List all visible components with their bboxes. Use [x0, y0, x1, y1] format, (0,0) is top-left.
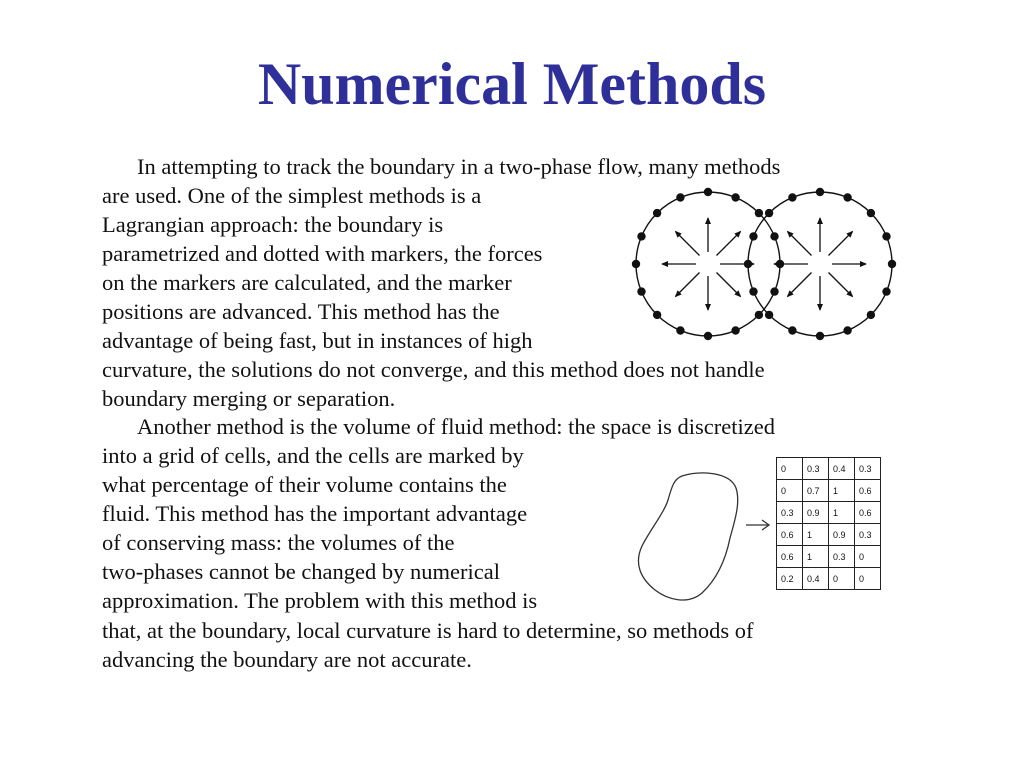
- text-line: are used. One of the simplest methods is a: [102, 183, 482, 208]
- grid-cell: 0: [829, 568, 855, 590]
- text-line: Lagrangian approach: the boundary is: [102, 212, 444, 237]
- grid-cell: 0.4: [803, 568, 829, 590]
- fluid-blob-outline: [638, 473, 737, 600]
- grid-row: [777, 524, 881, 546]
- marker-dot: [653, 209, 661, 217]
- marker-dot: [749, 232, 757, 240]
- grid-cell: 0: [855, 568, 881, 590]
- text-line: two-phases cannot be changed by numerical: [102, 559, 500, 584]
- grid-cell: 0.7: [803, 480, 829, 502]
- grid-row: [777, 502, 881, 524]
- grid-cell: 0.9: [803, 502, 829, 524]
- grid-cell: 1: [803, 524, 829, 546]
- grid-cell: 0.9: [829, 524, 855, 546]
- text-line: boundary merging or separation.: [102, 386, 396, 411]
- marker-dot: [731, 193, 739, 201]
- marker-dot: [637, 232, 645, 240]
- marker-dot: [704, 332, 712, 340]
- grid-cell: 0.6: [777, 546, 803, 568]
- marker-dot: [867, 311, 875, 319]
- force-arrow-icon: [788, 232, 812, 256]
- marker-dot: [816, 332, 824, 340]
- grid-cell: 0.3: [855, 458, 881, 480]
- grid-row: [777, 480, 881, 502]
- marker-dot: [882, 287, 890, 295]
- grid-cell: 1: [803, 546, 829, 568]
- text-line: In attempting to track the boundary in a two-phase flow, many methods: [137, 154, 781, 179]
- marker-dot: [637, 287, 645, 295]
- marker-dot: [653, 311, 661, 319]
- grid-cell: 0.3: [803, 458, 829, 480]
- text-line: that, at the boundary, local curvature is hard to determine, so methods of: [102, 618, 754, 643]
- marker-dot: [788, 326, 796, 334]
- marker-dot: [888, 260, 896, 268]
- grid-row: [777, 568, 881, 590]
- text-line: approximation. The problem with this method is: [102, 588, 538, 613]
- force-arrow-icon: [717, 232, 741, 256]
- marker-dot: [755, 209, 763, 217]
- force-arrow-icon: [788, 273, 812, 297]
- grid-cell: 0: [855, 546, 881, 568]
- grid-cell: 0: [777, 458, 803, 480]
- text-line: Another method is the volume of fluid method: the space is discretized: [137, 414, 775, 439]
- grid-cell: 0.6: [855, 502, 881, 524]
- marker-dot: [749, 287, 757, 295]
- lagrangian-markers-diagram: [620, 180, 910, 350]
- grid-cell: 1: [829, 502, 855, 524]
- text-line: advancing the boundary are not accurate.: [102, 647, 472, 672]
- marker-dot: [788, 193, 796, 201]
- text-line: fluid. This method has the important advantage: [102, 501, 528, 526]
- grid-cell: 0.2: [777, 568, 803, 590]
- grid-cell: 0: [777, 480, 803, 502]
- force-arrow-icon: [717, 273, 741, 297]
- grid-row: [777, 546, 881, 568]
- text-line: what percentage of their volume contains the: [102, 472, 507, 497]
- vof-blob-diagram: [630, 468, 780, 603]
- grid-cell: 0.3: [855, 524, 881, 546]
- grid-cell: 0.6: [855, 480, 881, 502]
- marker-dot: [704, 188, 712, 196]
- grid-cell: 0.3: [829, 546, 855, 568]
- marker-dot: [731, 326, 739, 334]
- grid-cell: 0.3: [777, 502, 803, 524]
- force-arrow-icon: [829, 273, 853, 297]
- marker-dot: [755, 311, 763, 319]
- marker-dot: [676, 193, 684, 201]
- grid-cell: 0.4: [829, 458, 855, 480]
- grid-row: [777, 458, 881, 480]
- marker-dot: [816, 188, 824, 196]
- text-line: curvature, the solutions do not converge, and this method does not handle: [102, 357, 765, 382]
- marker-dot: [765, 311, 773, 319]
- marker-dot: [843, 326, 851, 334]
- text-line: of conserving mass: the volumes of the: [102, 530, 455, 555]
- marker-dot: [770, 232, 778, 240]
- marker-dot: [843, 193, 851, 201]
- marker-dot: [882, 232, 890, 240]
- force-arrow-icon: [676, 273, 700, 297]
- text-line: positions are advanced. This method has the: [102, 299, 500, 324]
- marker-dot: [744, 260, 752, 268]
- right-arrow-icon: [746, 520, 769, 530]
- marker-dot: [632, 260, 640, 268]
- marker-dot: [770, 287, 778, 295]
- grid-cell: 0.6: [777, 524, 803, 546]
- marker-dot: [765, 209, 773, 217]
- force-arrow-icon: [829, 232, 853, 256]
- vof-cell-grid: [776, 457, 881, 590]
- page-title: Numerical Methods: [257, 51, 767, 117]
- marker-dot: [676, 326, 684, 334]
- marker-dot: [867, 209, 875, 217]
- text-line: into a grid of cells, and the cells are marked by: [102, 443, 524, 468]
- force-arrow-icon: [676, 232, 700, 256]
- text-line: advantage of being fast, but in instances of high: [102, 328, 533, 353]
- text-line: on the markers are calculated, and the marker: [102, 270, 512, 295]
- grid-cell: 1: [829, 480, 855, 502]
- text-line: parametrized and dotted with markers, the forces: [102, 241, 543, 266]
